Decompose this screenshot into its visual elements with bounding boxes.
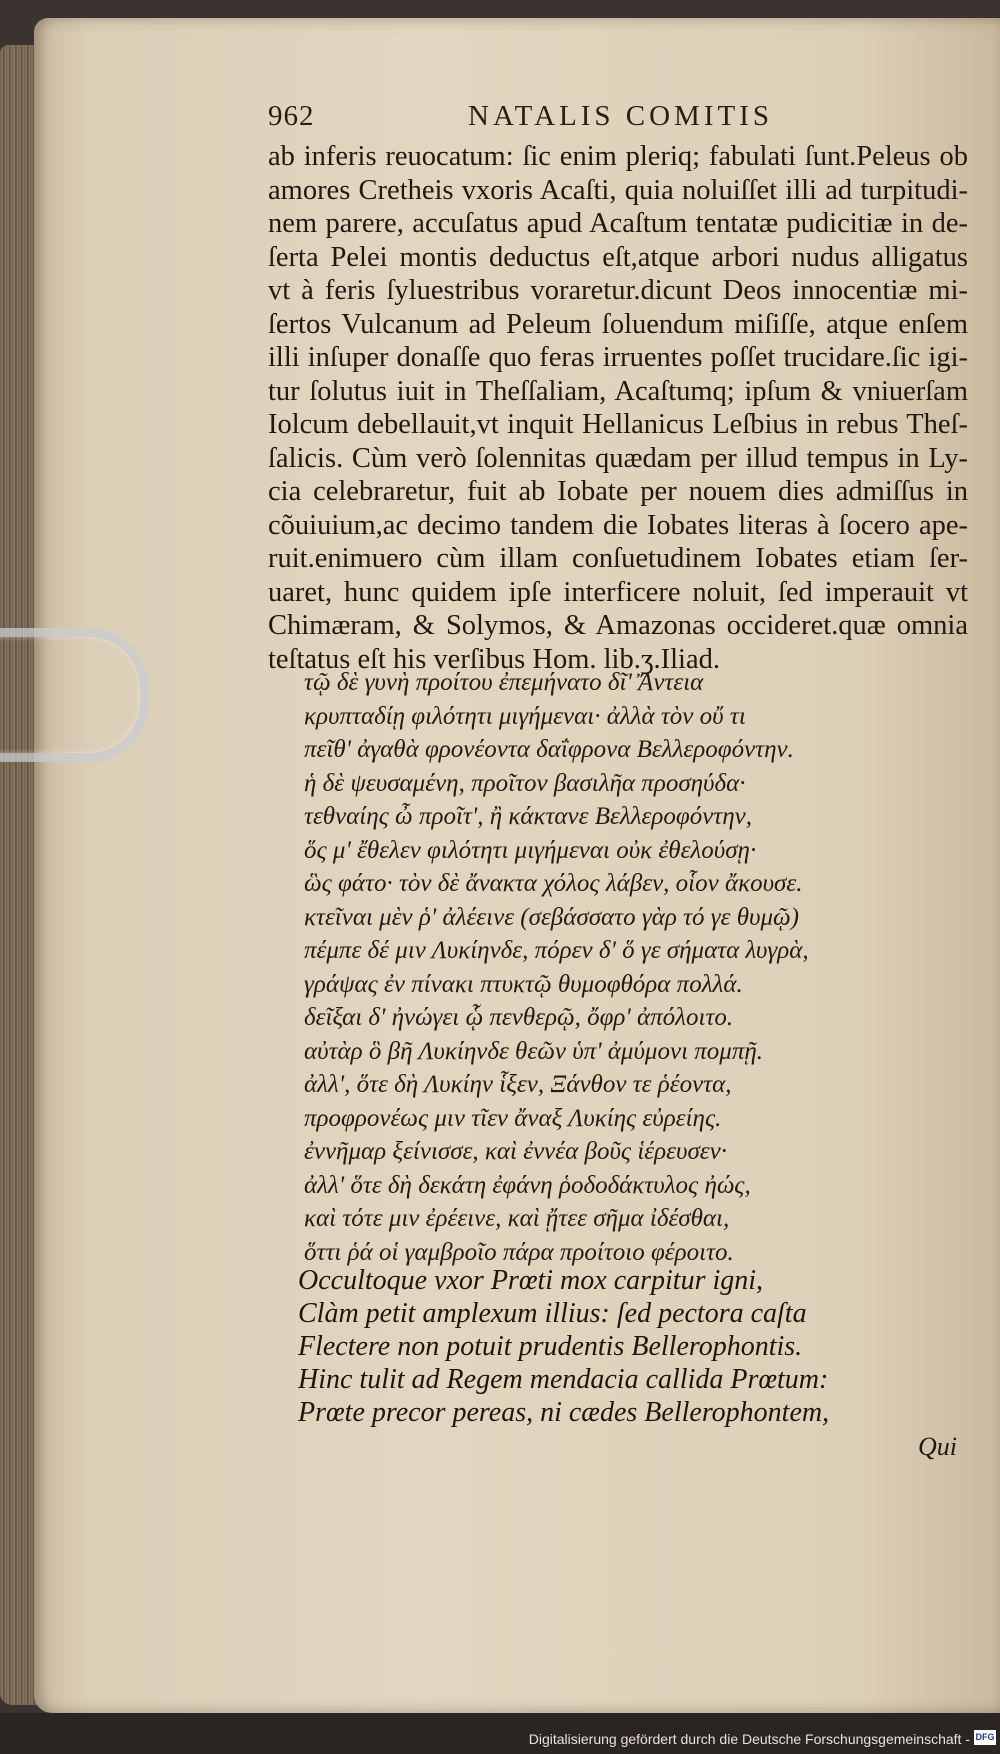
latin-text-line: nem parere, accuſatus apud Acaſtum tentatæ pudicitiæ in de- (268, 208, 968, 239)
greek-verse-line: ἀλλ', ὅτε δὴ Λυκίην ἷξεν, Ξάνθον τε ῥέοντα, (304, 1071, 732, 1098)
latin-text-line: Chimæram, & Solymos, & Amazonas occideret.quæ omnia (268, 610, 968, 641)
digitization-credit: Digitalisierung gefördert durch die Deutsche Forschungsgemeinschaft - (528, 1731, 970, 1747)
latin-text-line: ab inferis reuocatum: ſic enim pleriq; fabulati ſunt.Peleus ob (268, 141, 968, 172)
page-clip (0, 628, 149, 762)
catchword: Qui (918, 1432, 957, 1461)
latin-text-line: vt à feris ſyluestribus voraretur.dicunt Deos innocentiæ mi- (268, 275, 968, 306)
latin-text-line: tur ſolutus iuit in Theſſaliam, Acaſtumq; ipſum & vniuerſam (268, 375, 968, 407)
translation-verse-line: Flectere non potuit prudentis Bellerophontis. (298, 1331, 803, 1362)
running-header (268, 100, 828, 136)
greek-verse-line: τεθναίης ὦ προῖτ', ἢ κάκτανε Βελλεροφόντην, (304, 803, 752, 830)
greek-verse-line: ὣς φάτο· τὸν δὲ ἄνακτα χόλος λάβεν, οἷον ἄκουσε. (304, 870, 803, 897)
greek-verse-line: καὶ τότε μιν ἐρέεινε, καὶ ᾔτεε σῆμα ἰδέσθαι, (304, 1205, 730, 1232)
latin-text-line: cõuiuium,ac decimo tandem die Iobates literas à ſocero ape- (268, 509, 968, 541)
latin-text-line: ſalicis. Cùm verò ſolennitas quædam per illud tempus in Ly- (268, 442, 968, 474)
latin-text-line: ſerta Pelei montis deductus eſt,atque arbori nudus alligatus (268, 241, 968, 273)
greek-verse-line: αὐτὰρ ὃ βῆ Λυκίηνδε θεῶν ὑπ' ἀμύμονι πομπῇ. (304, 1037, 764, 1065)
latin-paragraph (268, 140, 968, 676)
greek-verse-line: πεῖθ' ἀγαθὰ φρονέοντα δαΐφρονα Βελλεροφόντην. (304, 736, 794, 763)
dfg-logo: DFG (974, 1730, 996, 1745)
latin-text-line: illi inſuper donaſſe quo feras irruentes poſſet trucidare.ſic igi- (268, 342, 968, 373)
page-number: 962 (268, 100, 315, 132)
greek-verse-block (304, 666, 944, 1269)
latin-verse-translation (298, 1264, 958, 1429)
translation-verse-line: Occultoque vxor Prœti mox carpitur igni, (298, 1265, 764, 1296)
greek-verse-line: δεῖξαι δ' ἠνώγει ᾧ πενθερῷ, ὄφρ' ἀπόλοιτο. (304, 1004, 734, 1031)
latin-text-line: amores Cretheis vxoris Acaſti, quia noluiſſet illi ad turpitudi- (268, 174, 968, 206)
greek-verse-line: ἀλλ' ὅτε δὴ δεκάτη ἐφάνη ῥοδοδάκτυλος ἠώς, (304, 1171, 751, 1199)
greek-verse-line: τῷ δὲ γυνὴ προίτου ἐπεμήνατο δῖ' Ἄντεια (304, 669, 704, 696)
latin-text-line: teſtatus eſt his verſibus Hom. lib.ʒ.Iliad. (268, 643, 720, 675)
latin-text-line: cia celebraretur, fuit ab Iobate per nouem dies admiſſus in (268, 476, 968, 507)
latin-text-line: ſertos Vulcanum ad Peleum ſoluendum miſiſſe, atque enſem (268, 308, 968, 340)
greek-verse-line: πέμπε δέ μιν Λυκίηνδε, πόρεν δ' ὅ γε σήματα λυγρὰ, (304, 937, 809, 964)
latin-text-line: Iolcum debellauit,vt inquit Hellanicus Leſbius in rebus Theſ- (268, 409, 968, 440)
greek-verse-line: γράψας ἐν πίνακι πτυκτῷ θυμοφθόρα πολλά. (304, 970, 743, 998)
greek-verse-line: κρυπταδίῃ φιλότητι μιγήμεναι· ἀλλὰ τὸν οὔ τι (304, 702, 746, 730)
running-title: NATALIS COMITIS (468, 100, 773, 132)
translation-verse-line: Prœte precor pereas, ni cædes Bellerophontem, (298, 1397, 830, 1428)
greek-verse-line: κτεῖναι μὲν ῥ' ἀλέεινε (σεβάσσατο γὰρ τό γε θυμῷ) (304, 903, 800, 931)
latin-text-line: uaret, hunc quidem ipſe interficere noluit, ſed imperauit vt (268, 576, 968, 608)
greek-verse-line: ἡ δὲ ψευσαμένη, προῖτον βασιλῆα προσηύδα· (304, 769, 746, 797)
latin-text-line: ruit.enimuero cùm illam conſuetudinem Iobates etiam ſer- (268, 543, 968, 574)
translation-verse-line: Clàm petit amplexum illius: ſed pectora caſta (298, 1298, 807, 1329)
greek-verse-line: προφρονέως μιν τῖεν ἄναξ Λυκίης εὐρείης. (304, 1104, 722, 1132)
greek-verse-line: ἐννῆμαρ ξείνισσε, καὶ ἐννέα βοῦς ἱέρευσεν· (304, 1138, 727, 1165)
translation-verse-line: Hinc tulit ad Regem mendacia callida Prœtum: (298, 1364, 829, 1395)
greek-verse-line: ὅττι ῥά οἱ γαμβροῖο πάρα προίτοιο φέροιτο. (304, 1238, 734, 1266)
greek-verse-line: ὅς μ' ἔθελεν φιλότητι μιγήμεναι οὐκ ἐθελούσῃ· (304, 836, 757, 864)
